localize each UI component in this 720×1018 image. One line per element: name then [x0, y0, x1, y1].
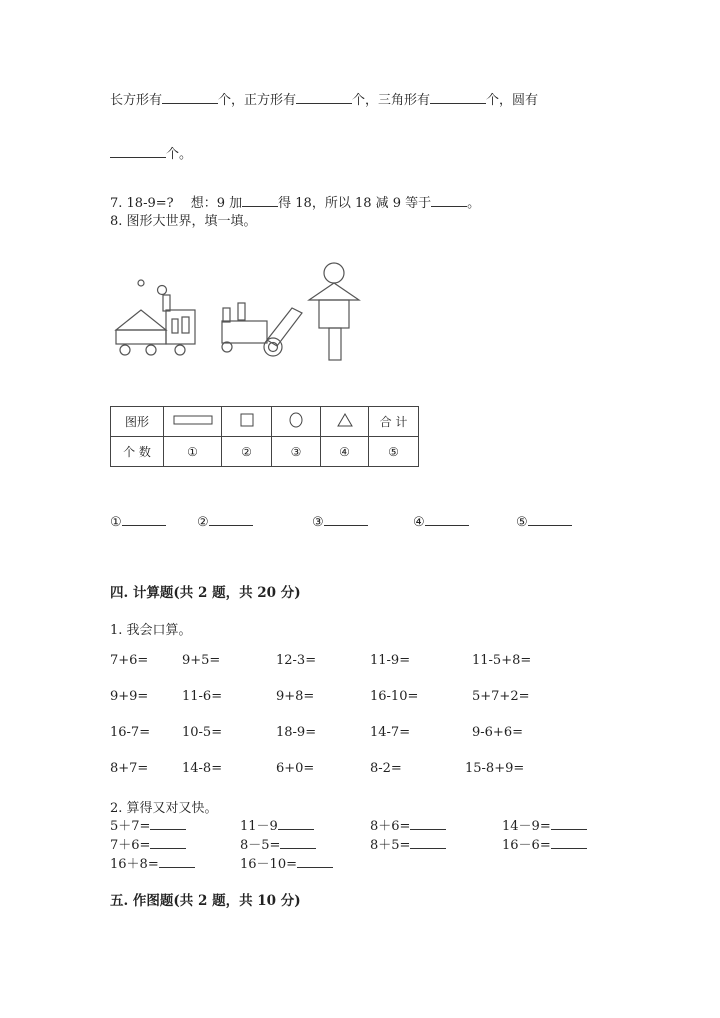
row-label-shape: 图形: [111, 407, 164, 437]
calc-item: 14-8=: [182, 761, 223, 776]
circle-icon: [288, 411, 304, 429]
quick-calc-item: 11－9: [240, 815, 314, 834]
count-mark-2: ②: [222, 437, 272, 467]
tractor-wheel-big: [264, 338, 282, 356]
calc-item: 7+6=: [110, 653, 149, 668]
quick-calc-blank[interactable]: [159, 856, 195, 868]
quick-calc-blank[interactable]: [280, 837, 316, 849]
quick-calc-blank[interactable]: [551, 837, 587, 849]
circle-cell: [272, 407, 321, 437]
calc-item: 11-6=: [182, 689, 223, 704]
quick-calc-blank[interactable]: [297, 856, 333, 868]
count-mark-5: ⑤: [369, 437, 419, 467]
quick-calc-item: 8－5=: [240, 834, 316, 853]
calc-item: 6+0=: [276, 761, 315, 776]
quick-calc-item: 7＋6=: [110, 834, 186, 853]
quick-calc-item: 8＋5=: [370, 834, 446, 853]
train-body-rect: [116, 330, 166, 344]
quick-calc-blank[interactable]: [150, 837, 186, 849]
robot-head-circle: [324, 263, 344, 283]
shape-count-table: [110, 406, 419, 467]
table-row-shapes: [111, 407, 419, 437]
triangle-icon: [336, 412, 354, 428]
answer-4: ④: [413, 514, 469, 530]
calc-item: 12-3=: [276, 653, 317, 668]
quick-calc-item: 5＋7=: [110, 815, 186, 834]
count-mark-4: ④: [321, 437, 369, 467]
calc-item: 10-5=: [182, 725, 223, 740]
calc-item: 15-8+9=: [465, 761, 525, 776]
quick-calc-item: 16－6=: [502, 834, 587, 853]
tractor-chimney-2: [238, 303, 245, 320]
answer-3: ③: [312, 514, 368, 530]
train-figure: [116, 280, 195, 355]
wheel-3: [175, 345, 185, 355]
quick-calc-item: 16－10=: [240, 853, 333, 872]
tractor-body-rect: [222, 321, 267, 343]
q7-blank-2[interactable]: [431, 195, 467, 207]
q6-blank-triangle[interactable]: [430, 92, 486, 104]
q6-blank-square[interactable]: [296, 92, 352, 104]
section4-q2-title: 2. 算得又对又快。: [110, 801, 218, 816]
quick-calc-blank[interactable]: [551, 818, 587, 830]
train-triangle: [116, 310, 166, 330]
calc-item: 5+7+2=: [472, 689, 530, 704]
triangle-cell: [321, 407, 369, 437]
calc-item: 9+5=: [182, 653, 221, 668]
calc-item: 16-10=: [370, 689, 419, 704]
q6-blank-circle[interactable]: [110, 146, 166, 158]
robot-figure: [300, 260, 370, 364]
q7: 7. 18-9=? 想：9 加 得 18，所以 18 减 9 等于 。: [110, 196, 481, 211]
shape-figures: [105, 258, 315, 366]
wheel-2: [146, 345, 156, 355]
answer-5: ⑤: [516, 514, 572, 530]
table-row-counts: [111, 437, 419, 467]
answer-1: ①: [110, 514, 166, 530]
train-cabin-rect: [166, 310, 195, 344]
q6-line1: 长方形有 个，正方形有 个，三角形有 个，圆有: [110, 93, 539, 108]
calc-item: 8-2=: [370, 761, 402, 776]
total-label: 合 计: [369, 407, 419, 437]
tractor-chimney-1: [223, 308, 230, 322]
smoke-circle-small: [138, 280, 144, 286]
answer-blank-3[interactable]: [324, 514, 368, 526]
section5-title: 五. 作图题(共 2 题，共 10 分): [110, 893, 301, 909]
tractor-arm: [267, 308, 302, 346]
tractor-figure: [222, 303, 302, 356]
rectangle-cell: [164, 407, 222, 437]
answer-blank-4[interactable]: [425, 514, 469, 526]
q6-blank-rect[interactable]: [162, 92, 218, 104]
calc-item: 16-7=: [110, 725, 151, 740]
calc-item: 14-7=: [370, 725, 411, 740]
chimney-rect: [163, 295, 170, 311]
quick-calc-blank[interactable]: [278, 818, 314, 830]
square-icon: [239, 412, 255, 428]
square-cell: [222, 407, 272, 437]
q8-title: 8. 图形大世界，填一填。: [110, 214, 257, 229]
quick-calc-item: 16＋8=: [110, 853, 195, 872]
answer-blank-5[interactable]: [528, 514, 572, 526]
q7-blank-1[interactable]: [242, 195, 278, 207]
cabin-window-2: [182, 317, 189, 333]
robot-leg-rect: [329, 328, 341, 360]
smoke-circle-large: [158, 286, 167, 295]
calc-item: 9+8=: [276, 689, 315, 704]
count-mark-1: ①: [164, 437, 222, 467]
calc-item: 11-5+8=: [472, 653, 532, 668]
rectangle-icon: [173, 414, 213, 426]
section4-q1-title: 1. 我会口算。: [110, 623, 192, 638]
calc-item: 9+9=: [110, 689, 149, 704]
robot-body-rect: [319, 300, 349, 328]
answer-2: ②: [197, 514, 253, 530]
count-mark-3: ③: [272, 437, 321, 467]
cabin-window-1: [172, 319, 178, 333]
calc-item: 11-9=: [370, 653, 411, 668]
quick-calc-item: 8＋6=: [370, 815, 446, 834]
answer-blank-1[interactable]: [122, 514, 166, 526]
calc-item: 8+7=: [110, 761, 149, 776]
answer-blank-2[interactable]: [209, 514, 253, 526]
quick-calc-blank[interactable]: [410, 837, 446, 849]
quick-calc-blank[interactable]: [410, 818, 446, 830]
q6-line2: 个。: [110, 143, 192, 162]
row-label-count: 个 数: [111, 437, 164, 467]
calc-item: 18-9=: [276, 725, 317, 740]
robot-triangle: [309, 283, 359, 300]
section4-title: 四. 计算题(共 2 题，共 20 分): [110, 585, 301, 601]
wheel-1: [120, 345, 130, 355]
quick-calc-item: 14－9=: [502, 815, 587, 834]
calc-item: 9-6+6=: [472, 725, 523, 740]
quick-calc-blank[interactable]: [150, 818, 186, 830]
